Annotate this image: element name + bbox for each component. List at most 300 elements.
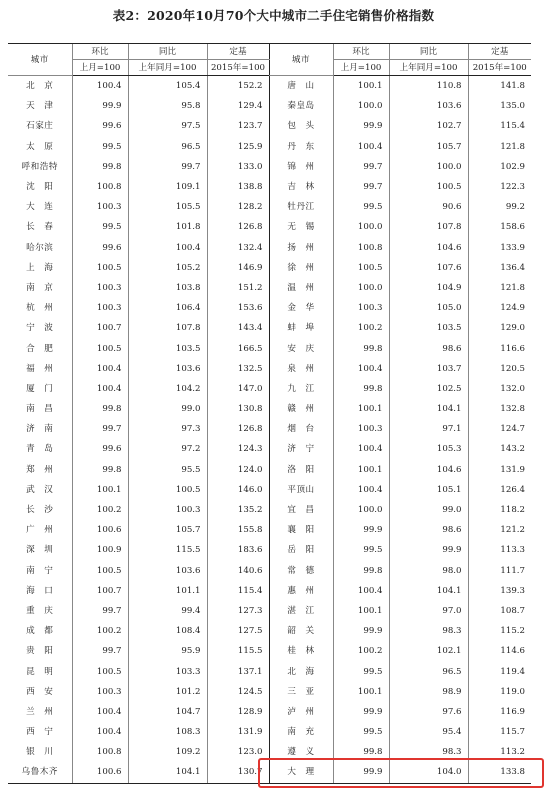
left-mom-cell: 100.3 (72, 682, 128, 702)
header-base-sub-left: 2015年=100 (207, 60, 269, 76)
left-city-cell: 上 海 (26, 262, 54, 273)
right-city-cell: 牡丹江 (269, 197, 333, 217)
header-yoy-sub-left: 上年同月=100 (128, 60, 207, 76)
table-row (8, 641, 531, 661)
left-yoy-cell: 101.8 (128, 217, 207, 237)
right-city-cell: 平顶山 (269, 480, 333, 500)
left-yoy-cell: 95.8 (128, 96, 207, 116)
right-city-cell: 大 理 (269, 762, 333, 783)
left-base-cell: 146.9 (207, 258, 269, 278)
left-mom-cell: 100.5 (72, 338, 128, 358)
table-row (8, 682, 531, 702)
right-mom-cell: 99.5 (333, 197, 389, 217)
left-city-cell: 海 口 (26, 585, 54, 596)
right-yoy-cell: 105.3 (389, 439, 468, 459)
left-mom-cell: 100.4 (72, 379, 128, 399)
right-yoy-cell: 98.9 (389, 682, 468, 702)
right-mom-cell: 99.5 (333, 661, 389, 681)
right-base-cell: 121.8 (468, 137, 531, 157)
right-mom-cell: 99.8 (333, 561, 389, 581)
right-yoy-cell: 95.4 (389, 722, 468, 742)
right-mom-cell: 99.9 (333, 520, 389, 540)
right-city-cell: 宜 昌 (269, 500, 333, 520)
right-city-cell: 泸 州 (269, 702, 333, 722)
header-city-right: 城市 (269, 44, 333, 76)
table-row (8, 359, 531, 379)
right-base-cell: 99.2 (468, 197, 531, 217)
right-base-cell: 121.8 (468, 278, 531, 298)
left-mom-cell: 100.5 (72, 258, 128, 278)
left-base-cell: 129.4 (207, 96, 269, 116)
left-city-cell: 乌鲁木齐 (8, 762, 72, 783)
right-city-cell: 温 州 (269, 278, 333, 298)
left-mom-cell: 100.4 (72, 359, 128, 379)
right-base-cell: 118.2 (468, 500, 531, 520)
left-mom-cell: 99.6 (72, 238, 128, 258)
left-mom-cell: 100.8 (72, 742, 128, 762)
table-row (8, 439, 531, 459)
right-yoy-cell: 104.6 (389, 238, 468, 258)
right-city-cell: 烟 台 (269, 419, 333, 439)
left-base-cell: 126.8 (207, 419, 269, 439)
left-mom-cell: 100.2 (72, 621, 128, 641)
right-mom-cell: 100.1 (333, 399, 389, 419)
right-yoy-cell: 107.6 (389, 258, 468, 278)
left-mom-cell: 99.5 (72, 137, 128, 157)
right-yoy-cell: 100.0 (389, 157, 468, 177)
left-base-cell: 153.6 (207, 298, 269, 318)
right-city-cell: 惠 州 (269, 581, 333, 601)
right-base-cell: 126.4 (468, 480, 531, 500)
right-yoy-cell: 97.1 (389, 419, 468, 439)
header-base-right: 定基 (468, 44, 531, 60)
right-yoy-cell: 90.6 (389, 197, 468, 217)
right-mom-cell: 99.8 (333, 742, 389, 762)
left-yoy-cell: 101.2 (128, 682, 207, 702)
left-mom-cell: 99.8 (72, 157, 128, 177)
right-city-cell: 北 海 (269, 661, 333, 681)
right-mom-cell: 99.9 (333, 116, 389, 136)
table-row (8, 217, 531, 237)
table-row (8, 500, 531, 520)
left-city-cell: 厦 门 (26, 383, 54, 394)
right-base-cell: 108.7 (468, 601, 531, 621)
table-row (8, 96, 531, 116)
right-base-cell: 114.6 (468, 641, 531, 661)
left-base-cell: 147.0 (207, 379, 269, 399)
highlight-box (258, 758, 544, 788)
right-yoy-cell: 98.6 (389, 338, 468, 358)
left-city-cell: 呼和浩特 (21, 161, 58, 172)
right-base-cell: 102.9 (468, 157, 531, 177)
right-city-cell: 岳 阳 (269, 540, 333, 560)
right-city-cell: 蚌 埠 (269, 318, 333, 338)
right-mom-cell: 99.7 (333, 177, 389, 197)
right-mom-cell: 99.8 (333, 338, 389, 358)
left-city-cell: 济 南 (26, 424, 54, 435)
left-yoy-cell: 100.3 (128, 500, 207, 520)
left-mom-cell: 99.7 (72, 419, 128, 439)
right-yoy-cell: 102.1 (389, 641, 468, 661)
left-city-cell: 深 圳 (26, 545, 54, 556)
left-base-cell: 133.0 (207, 157, 269, 177)
left-yoy-cell: 97.3 (128, 419, 207, 439)
table-row (8, 601, 531, 621)
left-mom-cell: 100.9 (72, 540, 128, 560)
left-base-cell: 127.5 (207, 621, 269, 641)
left-mom-cell: 100.3 (72, 298, 128, 318)
right-base-cell: 141.8 (468, 76, 531, 97)
left-base-cell: 166.5 (207, 338, 269, 358)
left-mom-cell: 100.4 (72, 702, 128, 722)
left-base-cell: 140.6 (207, 561, 269, 581)
left-mom-cell: 99.7 (72, 641, 128, 661)
right-mom-cell: 100.4 (333, 359, 389, 379)
left-base-cell: 128.2 (207, 197, 269, 217)
table-row (8, 480, 531, 500)
left-yoy-cell: 106.4 (128, 298, 207, 318)
right-yoy-cell: 96.5 (389, 661, 468, 681)
table-row (8, 722, 531, 742)
table-row (8, 561, 531, 581)
table-title: 表2：2020年10月70个大中城市二手住宅销售价格指数 (112, 8, 435, 23)
right-city-cell: 韶 关 (269, 621, 333, 641)
right-city-cell: 赣 州 (269, 399, 333, 419)
right-base-cell: 115.7 (468, 722, 531, 742)
left-city-cell: 长 春 (26, 222, 54, 233)
left-mom-cell: 100.5 (72, 661, 128, 681)
left-city-cell: 长 沙 (26, 505, 54, 516)
left-mom-cell: 99.7 (72, 601, 128, 621)
left-mom-cell: 99.6 (72, 116, 128, 136)
header-mom-left: 环比 (72, 44, 128, 60)
right-base-cell: 129.0 (468, 318, 531, 338)
left-base-cell: 130.8 (207, 399, 269, 419)
right-base-cell: 135.0 (468, 96, 531, 116)
table-row (8, 419, 531, 439)
right-yoy-cell: 98.0 (389, 561, 468, 581)
left-base-cell: 135.2 (207, 500, 269, 520)
left-city-cell: 贵 阳 (26, 646, 54, 657)
left-base-cell: 138.8 (207, 177, 269, 197)
left-yoy-cell: 104.7 (128, 702, 207, 722)
left-yoy-cell: 101.1 (128, 581, 207, 601)
right-base-cell: 122.3 (468, 177, 531, 197)
left-yoy-cell: 103.5 (128, 338, 207, 358)
left-yoy-cell: 105.2 (128, 258, 207, 278)
left-base-cell: 127.3 (207, 601, 269, 621)
right-yoy-cell: 98.3 (389, 742, 468, 762)
left-yoy-cell: 103.6 (128, 359, 207, 379)
right-city-cell: 遵 义 (269, 742, 333, 762)
header-mom-sub-left: 上月=100 (72, 60, 128, 76)
right-mom-cell: 100.0 (333, 217, 389, 237)
left-base-cell: 152.2 (207, 76, 269, 97)
left-yoy-cell: 96.5 (128, 137, 207, 157)
right-mom-cell: 100.3 (333, 419, 389, 439)
right-base-cell: 143.2 (468, 439, 531, 459)
left-base-cell: 125.9 (207, 137, 269, 157)
right-mom-cell: 100.8 (333, 238, 389, 258)
table-body (8, 76, 531, 784)
right-base-cell: 119.4 (468, 661, 531, 681)
table-row (8, 318, 531, 338)
right-mom-cell: 100.4 (333, 137, 389, 157)
left-yoy-cell: 99.7 (128, 157, 207, 177)
right-yoy-cell: 110.8 (389, 76, 468, 97)
right-city-cell: 济 宁 (269, 439, 333, 459)
right-yoy-cell: 105.7 (389, 137, 468, 157)
left-base-cell: 124.0 (207, 460, 269, 480)
left-base-cell: 124.3 (207, 439, 269, 459)
table-row (8, 338, 531, 358)
table-row (8, 177, 531, 197)
right-yoy-cell: 102.7 (389, 116, 468, 136)
left-city-cell: 广 州 (26, 525, 54, 536)
right-city-cell: 湛 江 (269, 601, 333, 621)
right-city-cell: 唐 山 (269, 76, 333, 97)
left-mom-cell: 100.3 (72, 197, 128, 217)
left-yoy-cell: 115.5 (128, 540, 207, 560)
right-yoy-cell: 98.3 (389, 621, 468, 641)
left-mom-cell: 99.8 (72, 399, 128, 419)
left-mom-cell: 100.2 (72, 500, 128, 520)
table-row (8, 460, 531, 480)
left-city-cell: 合 肥 (26, 343, 54, 354)
left-yoy-cell: 107.8 (128, 318, 207, 338)
right-city-cell: 无 锡 (269, 217, 333, 237)
right-city-cell: 洛 阳 (269, 460, 333, 480)
table-row (8, 520, 531, 540)
left-city-cell: 重 庆 (26, 605, 54, 616)
right-city-cell: 常 德 (269, 561, 333, 581)
header-yoy-left: 同比 (128, 44, 207, 60)
right-yoy-cell: 105.1 (389, 480, 468, 500)
left-city-cell: 天 津 (26, 101, 54, 112)
left-base-cell: 124.5 (207, 682, 269, 702)
table-row (8, 137, 531, 157)
right-yoy-cell: 104.1 (389, 399, 468, 419)
right-yoy-cell: 97.0 (389, 601, 468, 621)
left-base-cell: 155.8 (207, 520, 269, 540)
right-base-cell: 136.4 (468, 258, 531, 278)
left-base-cell: 137.1 (207, 661, 269, 681)
left-mom-cell: 99.8 (72, 460, 128, 480)
table-row (8, 157, 531, 177)
right-mom-cell: 100.0 (333, 278, 389, 298)
right-mom-cell: 100.4 (333, 480, 389, 500)
right-mom-cell: 100.0 (333, 500, 389, 520)
header-yoy-sub-right: 上年同月=100 (389, 60, 468, 76)
right-mom-cell: 100.1 (333, 601, 389, 621)
right-yoy-cell: 103.5 (389, 318, 468, 338)
left-yoy-cell: 100.4 (128, 238, 207, 258)
left-yoy-cell: 99.4 (128, 601, 207, 621)
left-city-cell: 杭 州 (26, 303, 54, 314)
left-mom-cell: 100.5 (72, 561, 128, 581)
left-yoy-cell: 109.1 (128, 177, 207, 197)
right-mom-cell: 100.2 (333, 641, 389, 661)
price-index-table (8, 43, 531, 784)
left-mom-cell: 100.4 (72, 722, 128, 742)
right-city-cell: 金 华 (269, 298, 333, 318)
right-mom-cell: 100.1 (333, 460, 389, 480)
left-mom-cell: 99.6 (72, 439, 128, 459)
right-city-cell: 丹 东 (269, 137, 333, 157)
left-yoy-cell: 97.2 (128, 439, 207, 459)
left-base-cell: 143.4 (207, 318, 269, 338)
left-city-cell: 沈 阳 (26, 182, 54, 193)
left-base-cell: 183.6 (207, 540, 269, 560)
left-city-cell: 哈尔滨 (26, 242, 54, 253)
right-yoy-cell: 103.7 (389, 359, 468, 379)
left-city-cell: 青 岛 (26, 444, 54, 455)
right-mom-cell: 100.3 (333, 298, 389, 318)
right-base-cell: 113.2 (468, 742, 531, 762)
left-mom-cell: 99.5 (72, 217, 128, 237)
right-city-cell: 锦 州 (269, 157, 333, 177)
left-base-cell: 126.8 (207, 217, 269, 237)
right-yoy-cell: 104.0 (389, 762, 468, 783)
left-city-cell: 西 安 (26, 686, 54, 697)
left-city-cell: 石家庄 (26, 121, 54, 132)
table-row (8, 621, 531, 641)
left-base-cell: 130.7 (207, 762, 269, 783)
right-mom-cell: 99.9 (333, 621, 389, 641)
right-base-cell: 131.9 (468, 460, 531, 480)
right-mom-cell: 99.8 (333, 379, 389, 399)
right-mom-cell: 100.5 (333, 258, 389, 278)
left-base-cell: 128.9 (207, 702, 269, 722)
left-mom-cell: 99.9 (72, 96, 128, 116)
right-base-cell: 111.7 (468, 561, 531, 581)
left-city-cell: 成 都 (26, 626, 54, 637)
right-base-cell: 132.8 (468, 399, 531, 419)
left-base-cell: 123.7 (207, 116, 269, 136)
table-row (8, 258, 531, 278)
left-mom-cell: 100.7 (72, 581, 128, 601)
left-base-cell: 132.5 (207, 359, 269, 379)
left-yoy-cell: 100.5 (128, 480, 207, 500)
left-mom-cell: 100.3 (72, 278, 128, 298)
right-yoy-cell: 99.9 (389, 540, 468, 560)
left-yoy-cell: 104.2 (128, 379, 207, 399)
right-city-cell: 南 充 (269, 722, 333, 742)
right-mom-cell: 100.0 (333, 96, 389, 116)
table-row (8, 540, 531, 560)
table-row (8, 197, 531, 217)
left-base-cell: 131.9 (207, 722, 269, 742)
right-city-cell: 徐 州 (269, 258, 333, 278)
right-yoy-cell: 100.5 (389, 177, 468, 197)
table-row (8, 399, 531, 419)
right-city-cell: 包 头 (269, 116, 333, 136)
left-mom-cell: 100.1 (72, 480, 128, 500)
left-base-cell: 146.0 (207, 480, 269, 500)
right-city-cell: 扬 州 (269, 238, 333, 258)
right-mom-cell: 99.9 (333, 702, 389, 722)
table-row (8, 116, 531, 136)
right-base-cell: 115.2 (468, 621, 531, 641)
left-yoy-cell: 104.1 (128, 762, 207, 783)
right-yoy-cell: 99.0 (389, 500, 468, 520)
right-city-cell: 襄 阳 (269, 520, 333, 540)
left-base-cell: 115.5 (207, 641, 269, 661)
right-mom-cell: 100.1 (333, 76, 389, 97)
left-city-cell: 郑 州 (26, 464, 54, 475)
right-base-cell: 133.8 (468, 762, 531, 783)
right-base-cell: 133.9 (468, 238, 531, 258)
left-city-cell: 南 昌 (26, 404, 54, 415)
left-city-cell: 南 宁 (26, 565, 54, 576)
right-base-cell: 113.3 (468, 540, 531, 560)
header-row-1 (8, 44, 531, 60)
left-city-cell: 昆 明 (26, 666, 54, 677)
left-yoy-cell: 108.3 (128, 722, 207, 742)
left-city-cell: 福 州 (26, 363, 54, 374)
left-city-cell: 银 川 (26, 747, 54, 758)
right-yoy-cell: 102.5 (389, 379, 468, 399)
left-yoy-cell: 105.4 (128, 76, 207, 97)
right-yoy-cell: 97.6 (389, 702, 468, 722)
left-yoy-cell: 95.9 (128, 641, 207, 661)
header-mom-right: 环比 (333, 44, 389, 60)
left-base-cell: 123.0 (207, 742, 269, 762)
left-base-cell: 132.4 (207, 238, 269, 258)
right-city-cell: 秦皇岛 (269, 96, 333, 116)
left-base-cell: 115.4 (207, 581, 269, 601)
header-mom-sub-right: 上月=100 (333, 60, 389, 76)
right-city-cell: 吉 林 (269, 177, 333, 197)
right-mom-cell: 99.5 (333, 540, 389, 560)
left-city-cell: 兰 州 (26, 706, 54, 717)
left-yoy-cell: 103.6 (128, 561, 207, 581)
table-row (8, 702, 531, 722)
left-city-cell: 西 宁 (26, 727, 54, 738)
right-mom-cell: 99.9 (333, 762, 389, 783)
right-base-cell: 121.2 (468, 520, 531, 540)
right-city-cell: 桂 林 (269, 641, 333, 661)
table-row (8, 661, 531, 681)
left-yoy-cell: 97.5 (128, 116, 207, 136)
left-yoy-cell: 103.3 (128, 661, 207, 681)
left-yoy-cell: 103.8 (128, 278, 207, 298)
left-yoy-cell: 105.7 (128, 520, 207, 540)
right-yoy-cell: 104.6 (389, 460, 468, 480)
table-row (8, 76, 531, 97)
header-base-sub-right: 2015年=100 (468, 60, 531, 76)
right-base-cell: 124.9 (468, 298, 531, 318)
right-yoy-cell: 104.1 (389, 581, 468, 601)
left-city-cell: 北 京 (26, 81, 54, 92)
right-city-cell: 三 亚 (269, 682, 333, 702)
left-yoy-cell: 105.5 (128, 197, 207, 217)
right-city-cell: 安 庆 (269, 338, 333, 358)
header-base-left: 定基 (207, 44, 269, 60)
right-mom-cell: 100.1 (333, 682, 389, 702)
right-yoy-cell: 103.6 (389, 96, 468, 116)
left-city-cell: 武 汉 (26, 484, 54, 495)
right-base-cell: 115.4 (468, 116, 531, 136)
header-yoy-right: 同比 (389, 44, 468, 60)
right-mom-cell: 100.2 (333, 318, 389, 338)
right-base-cell: 139.3 (468, 581, 531, 601)
left-mom-cell: 100.6 (72, 520, 128, 540)
left-city-cell: 太 原 (26, 141, 54, 152)
left-base-cell: 151.2 (207, 278, 269, 298)
left-mom-cell: 100.4 (72, 76, 128, 97)
right-base-cell: 124.7 (468, 419, 531, 439)
